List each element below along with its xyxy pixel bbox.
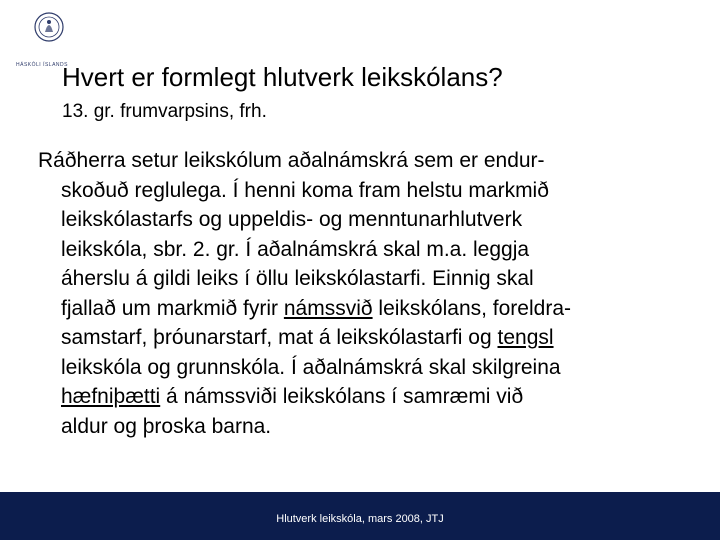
body-line — [38, 294, 710, 324]
text-segment: leikskólans, foreldra- — [372, 296, 571, 320]
text-segment: á námssviði leikskólans í samræmi við — [160, 385, 524, 408]
text-segment: fjallað um markmið fyrir — [61, 296, 284, 320]
slide-title: Hvert er formlegt hlutverk leikskólans? — [62, 62, 503, 92]
footer-text: Hlutverk leikskóla, mars 2008, JTJ — [276, 513, 444, 525]
body-line — [38, 382, 710, 412]
university-seal-icon — [34, 10, 64, 58]
body-line: skoðuð reglulega. Í henni koma fram helstu markmið — [61, 178, 549, 202]
underlined-term: tengsl — [497, 326, 554, 349]
body-line: Ráðherra setur leikskólum aðalnámskrá sem er endur- — [38, 149, 545, 172]
body-line: leikskóla og grunnskóla. Í aðalnámskrá skal skilgreina — [61, 355, 561, 379]
text-segment: samstarf, þróunarstarf, mat á leikskólastarfi og — [61, 326, 498, 349]
logo-text: HÁSKÓLI ÍSLANDS — [16, 62, 68, 68]
slide-body — [38, 146, 710, 441]
underlined-term: námssvið — [283, 296, 373, 320]
underlined-term: hæfniþætti — [61, 385, 161, 408]
footer-bar — [0, 492, 720, 540]
body-line — [38, 323, 710, 353]
university-logo — [16, 10, 82, 68]
body-line: leikskóla, sbr. 2. gr. Í aðalnámskrá skal m.a. leggja — [61, 237, 530, 261]
slide-subtitle: 13. gr. frumvarpsins, frh. — [62, 101, 267, 122]
body-line: leikskólastarfs og uppeldis- og menntunarhlutverk — [61, 208, 523, 231]
body-line: aldur og þroska barna. — [61, 414, 272, 438]
body-line: áherslu á gildi leiks í öllu leikskólastarfi. Einnig skal — [61, 267, 534, 290]
